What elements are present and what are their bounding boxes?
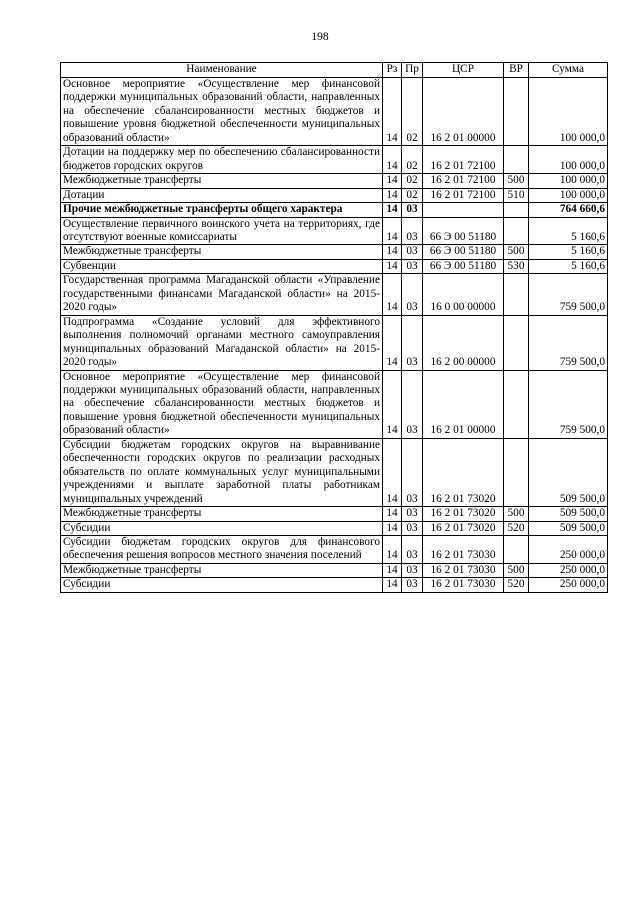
cell-sum: 100 000,0 — [529, 188, 608, 202]
cell-vr: 500 — [504, 174, 529, 188]
table-body — [61, 78, 608, 593]
table-row — [61, 521, 608, 535]
cell-csr: 16 2 01 73030 — [423, 563, 504, 577]
cell-sum: 759 500,0 — [529, 370, 608, 438]
cell-name: Осуществление первичного воинского учета на территориях, где отсутствуют военные комиссариаты — [61, 217, 383, 245]
cell-pr: 03 — [402, 315, 423, 370]
cell-csr: 16 2 01 72100 — [423, 188, 504, 202]
table-row — [61, 174, 608, 188]
cell-name: Прочие межбюджетные трансферты общего характера — [61, 203, 383, 217]
cell-rz: 14 — [383, 146, 402, 174]
cell-rz: 14 — [383, 188, 402, 202]
cell-sum: 759 500,0 — [529, 274, 608, 315]
cell-rz: 14 — [383, 521, 402, 535]
cell-pr: 02 — [402, 174, 423, 188]
cell-sum: 5 160,6 — [529, 259, 608, 273]
table-row — [61, 146, 608, 174]
cell-rz: 14 — [383, 370, 402, 438]
cell-rz: 14 — [383, 217, 402, 245]
header-vr: ВР — [504, 63, 529, 78]
cell-name: Межбюджетные трансферты — [61, 174, 383, 188]
cell-vr — [504, 203, 529, 217]
cell-name: Дотации — [61, 188, 383, 202]
cell-name: Основное мероприятие «Осуществление мер финансовой поддержки муниципальных образований области, направленных на обеспечение сбалансированности местных бюджетов и повышение уровня бюджетной обеспеченности муниципальных образований области» — [61, 370, 383, 438]
cell-pr: 03 — [402, 217, 423, 245]
cell-sum: 764 660,6 — [529, 203, 608, 217]
table-row — [61, 78, 608, 146]
cell-sum: 100 000,0 — [529, 146, 608, 174]
cell-pr: 02 — [402, 188, 423, 202]
page-number: 198 — [311, 31, 329, 43]
cell-rz: 14 — [383, 563, 402, 577]
cell-name: Субсидии — [61, 578, 383, 592]
cell-pr: 03 — [402, 507, 423, 521]
cell-csr: 66 Э 00 51180 — [423, 245, 504, 259]
table-row — [61, 245, 608, 259]
cell-vr — [504, 146, 529, 174]
cell-vr — [504, 217, 529, 245]
table-row — [61, 188, 608, 202]
cell-sum: 250 000,0 — [529, 578, 608, 592]
cell-name: Субсидии бюджетам городских округов на выравнивание обеспеченности городских округов по реализации расходных обязательств по оплате коммунальных услуг муниципальными учреждениями и выплате заработной платы работникам муниципальных учреждений — [61, 438, 383, 506]
cell-pr: 03 — [402, 259, 423, 273]
cell-sum: 250 000,0 — [529, 563, 608, 577]
cell-rz: 14 — [383, 174, 402, 188]
cell-vr: 530 — [504, 259, 529, 273]
cell-vr: 520 — [504, 521, 529, 535]
cell-csr: 16 2 00 00000 — [423, 315, 504, 370]
cell-pr: 03 — [402, 274, 423, 315]
cell-sum: 509 500,0 — [529, 507, 608, 521]
cell-csr: 16 2 01 72100 — [423, 146, 504, 174]
cell-rz: 14 — [383, 203, 402, 217]
table-row — [61, 563, 608, 577]
cell-rz: 14 — [383, 274, 402, 315]
cell-sum: 5 160,6 — [529, 217, 608, 245]
cell-csr: 16 0 00 00000 — [423, 274, 504, 315]
cell-sum: 100 000,0 — [529, 78, 608, 146]
cell-vr — [504, 274, 529, 315]
cell-name: Подпрограмма «Создание условий для эффективного выполнения полномочий органами местного самоуправления муниципальных образований Магаданской области» на 2015-2020 годы» — [61, 315, 383, 370]
cell-rz: 14 — [383, 535, 402, 563]
cell-vr: 500 — [504, 507, 529, 521]
table-row — [61, 315, 608, 370]
cell-csr: 16 2 01 73030 — [423, 535, 504, 563]
cell-name: Межбюджетные трансферты — [61, 507, 383, 521]
cell-name: Основное мероприятие «Осуществление мер финансовой поддержки муниципальных образований области, направленных на обеспечение сбалансированности местных бюджетов и повышение уровня бюджетной обеспеченности муниципальных образований области» — [61, 78, 383, 146]
cell-name: Субсидии бюджетам городских округов для финансового обеспечения решения вопросов местного значения поселений — [61, 535, 383, 563]
cell-vr — [504, 315, 529, 370]
cell-csr: 16 2 01 73030 — [423, 578, 504, 592]
cell-name: Субвенции — [61, 259, 383, 273]
cell-rz: 14 — [383, 245, 402, 259]
cell-csr: 66 Э 00 51180 — [423, 217, 504, 245]
table-row — [61, 370, 608, 438]
cell-sum: 100 000,0 — [529, 174, 608, 188]
cell-rz: 14 — [383, 259, 402, 273]
header-sum: Сумма — [529, 63, 608, 78]
cell-csr — [423, 203, 504, 217]
cell-sum: 509 500,0 — [529, 438, 608, 506]
table-row — [61, 578, 608, 592]
cell-pr: 03 — [402, 438, 423, 506]
cell-rz: 14 — [383, 578, 402, 592]
table-row — [61, 217, 608, 245]
cell-vr: 500 — [504, 245, 529, 259]
table-row — [61, 438, 608, 506]
header-csr: ЦСР — [423, 63, 504, 78]
cell-rz: 14 — [383, 507, 402, 521]
cell-pr: 03 — [402, 578, 423, 592]
cell-rz: 14 — [383, 315, 402, 370]
table-row — [61, 274, 608, 315]
cell-pr: 03 — [402, 521, 423, 535]
budget-table — [60, 62, 608, 593]
cell-pr: 03 — [402, 370, 423, 438]
cell-csr: 16 2 01 73020 — [423, 521, 504, 535]
cell-name: Государственная программа Магаданской области «Управление государственными финансами Магаданской области» на 2015-2020 годы» — [61, 274, 383, 315]
table-row — [61, 507, 608, 521]
cell-vr — [504, 370, 529, 438]
header-pr: Пр — [402, 63, 423, 78]
header-name: Наименование — [61, 63, 383, 78]
cell-vr: 510 — [504, 188, 529, 202]
cell-sum: 759 500,0 — [529, 315, 608, 370]
cell-sum: 250 000,0 — [529, 535, 608, 563]
cell-vr — [504, 438, 529, 506]
cell-name: Дотации на поддержку мер по обеспечению сбалансированности бюджетов городских округов — [61, 146, 383, 174]
cell-sum: 5 160,6 — [529, 245, 608, 259]
cell-vr: 500 — [504, 563, 529, 577]
cell-name: Межбюджетные трансферты — [61, 245, 383, 259]
cell-pr: 03 — [402, 203, 423, 217]
cell-vr: 520 — [504, 578, 529, 592]
header-rz: Рз — [383, 63, 402, 78]
cell-csr: 16 2 01 00000 — [423, 370, 504, 438]
table-header-row — [61, 63, 608, 78]
cell-pr: 02 — [402, 146, 423, 174]
table-row — [61, 203, 608, 217]
cell-csr: 16 2 01 73020 — [423, 507, 504, 521]
table-row — [61, 259, 608, 273]
cell-pr: 03 — [402, 535, 423, 563]
cell-vr — [504, 535, 529, 563]
cell-pr: 03 — [402, 563, 423, 577]
cell-pr: 02 — [402, 78, 423, 146]
cell-csr: 66 Э 00 51180 — [423, 259, 504, 273]
cell-sum: 509 500,0 — [529, 521, 608, 535]
cell-rz: 14 — [383, 78, 402, 146]
cell-csr: 16 2 01 00000 — [423, 78, 504, 146]
cell-name: Межбюджетные трансферты — [61, 563, 383, 577]
cell-pr: 03 — [402, 245, 423, 259]
cell-name: Субсидии — [61, 521, 383, 535]
cell-csr: 16 2 01 73020 — [423, 438, 504, 506]
cell-rz: 14 — [383, 438, 402, 506]
cell-csr: 16 2 01 72100 — [423, 174, 504, 188]
cell-vr — [504, 78, 529, 146]
table-row — [61, 535, 608, 563]
